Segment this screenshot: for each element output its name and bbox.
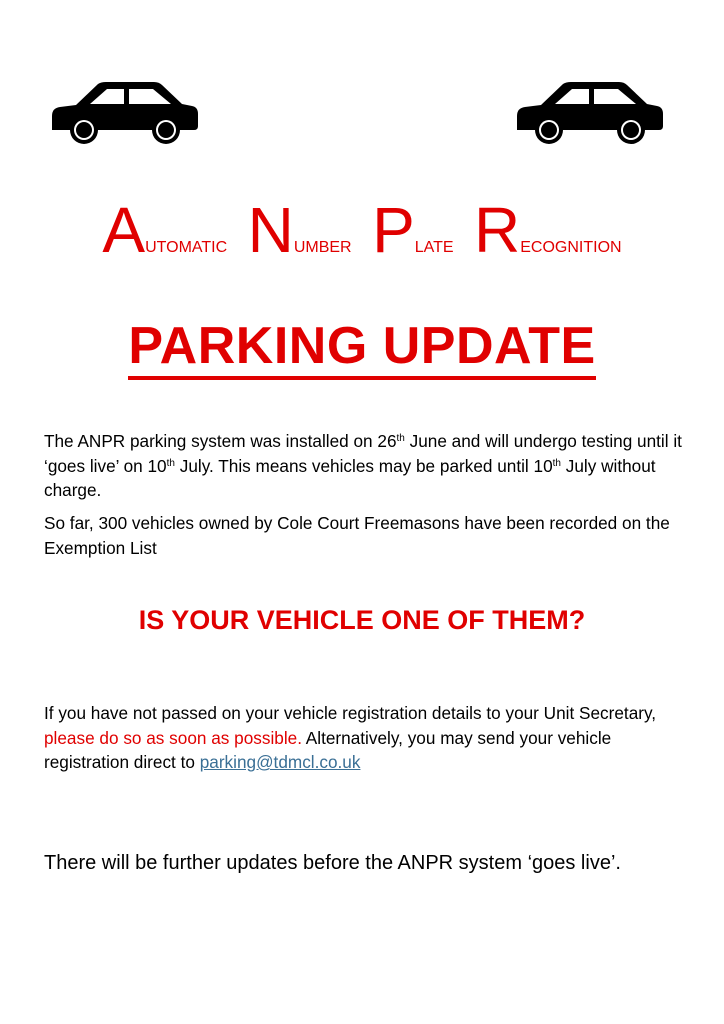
ordinal-suffix: th xyxy=(396,433,405,444)
vehicle-question: IS YOUR VEHICLE ONE OF THEM? xyxy=(138,605,586,635)
para1-text-4: July without charge. xyxy=(44,455,656,500)
ordinal-suffix: th xyxy=(166,457,175,469)
exemption-paragraph: So far, 300 vehicles owned by Cole Court Freemasons have been recorded on the Exemption List xyxy=(44,513,670,558)
main-heading-text: PARKING UPDATE xyxy=(128,318,595,380)
email-link[interactable]: parking@tdmcl.co.uk xyxy=(199,752,361,772)
para1-text-3: July. This means vehicles may be parked until 10 xyxy=(174,455,553,476)
car-icon xyxy=(515,80,665,144)
anpr-initial: R xyxy=(474,194,521,266)
para1-text-2: June and will undergo testing until it ‘goes live’ on 10 xyxy=(44,431,682,476)
car-icon xyxy=(50,80,200,144)
anpr-initial: A xyxy=(102,194,146,266)
anpr-word-recognition xyxy=(474,194,622,266)
anpr-initial: N xyxy=(247,194,294,266)
anpr-title xyxy=(0,194,724,266)
ordinal-suffix: th xyxy=(552,457,561,469)
anpr-rest: LATE xyxy=(414,239,454,256)
anpr-word-automatic xyxy=(102,194,228,266)
main-heading xyxy=(0,318,724,380)
para3-text-1: If you have not passed on your vehicle registration details to your Unit Secretary, xyxy=(44,703,657,723)
installation-paragraph xyxy=(44,429,694,503)
further-updates-paragraph: There will be further updates before the ANPR system ‘goes live’. xyxy=(44,852,621,874)
registration-paragraph xyxy=(44,701,694,775)
car-icon-left-svg xyxy=(50,80,200,144)
para1-text-1: The ANPR parking system was installed on 26 xyxy=(44,431,397,451)
anpr-rest: UMBER xyxy=(293,239,352,256)
anpr-rest: UTOMATIC xyxy=(145,239,228,256)
anpr-initial: P xyxy=(372,194,415,266)
para3-text-2: Alternatively, you may send your vehicle registration direct to xyxy=(44,727,612,772)
anpr-rest: ECOGNITION xyxy=(520,239,622,256)
anpr-word-number xyxy=(247,194,352,266)
anpr-word-plate xyxy=(372,194,454,266)
car-icon-right-svg xyxy=(515,80,665,144)
urgent-request-text: please do so as soon as possible. xyxy=(44,727,302,748)
